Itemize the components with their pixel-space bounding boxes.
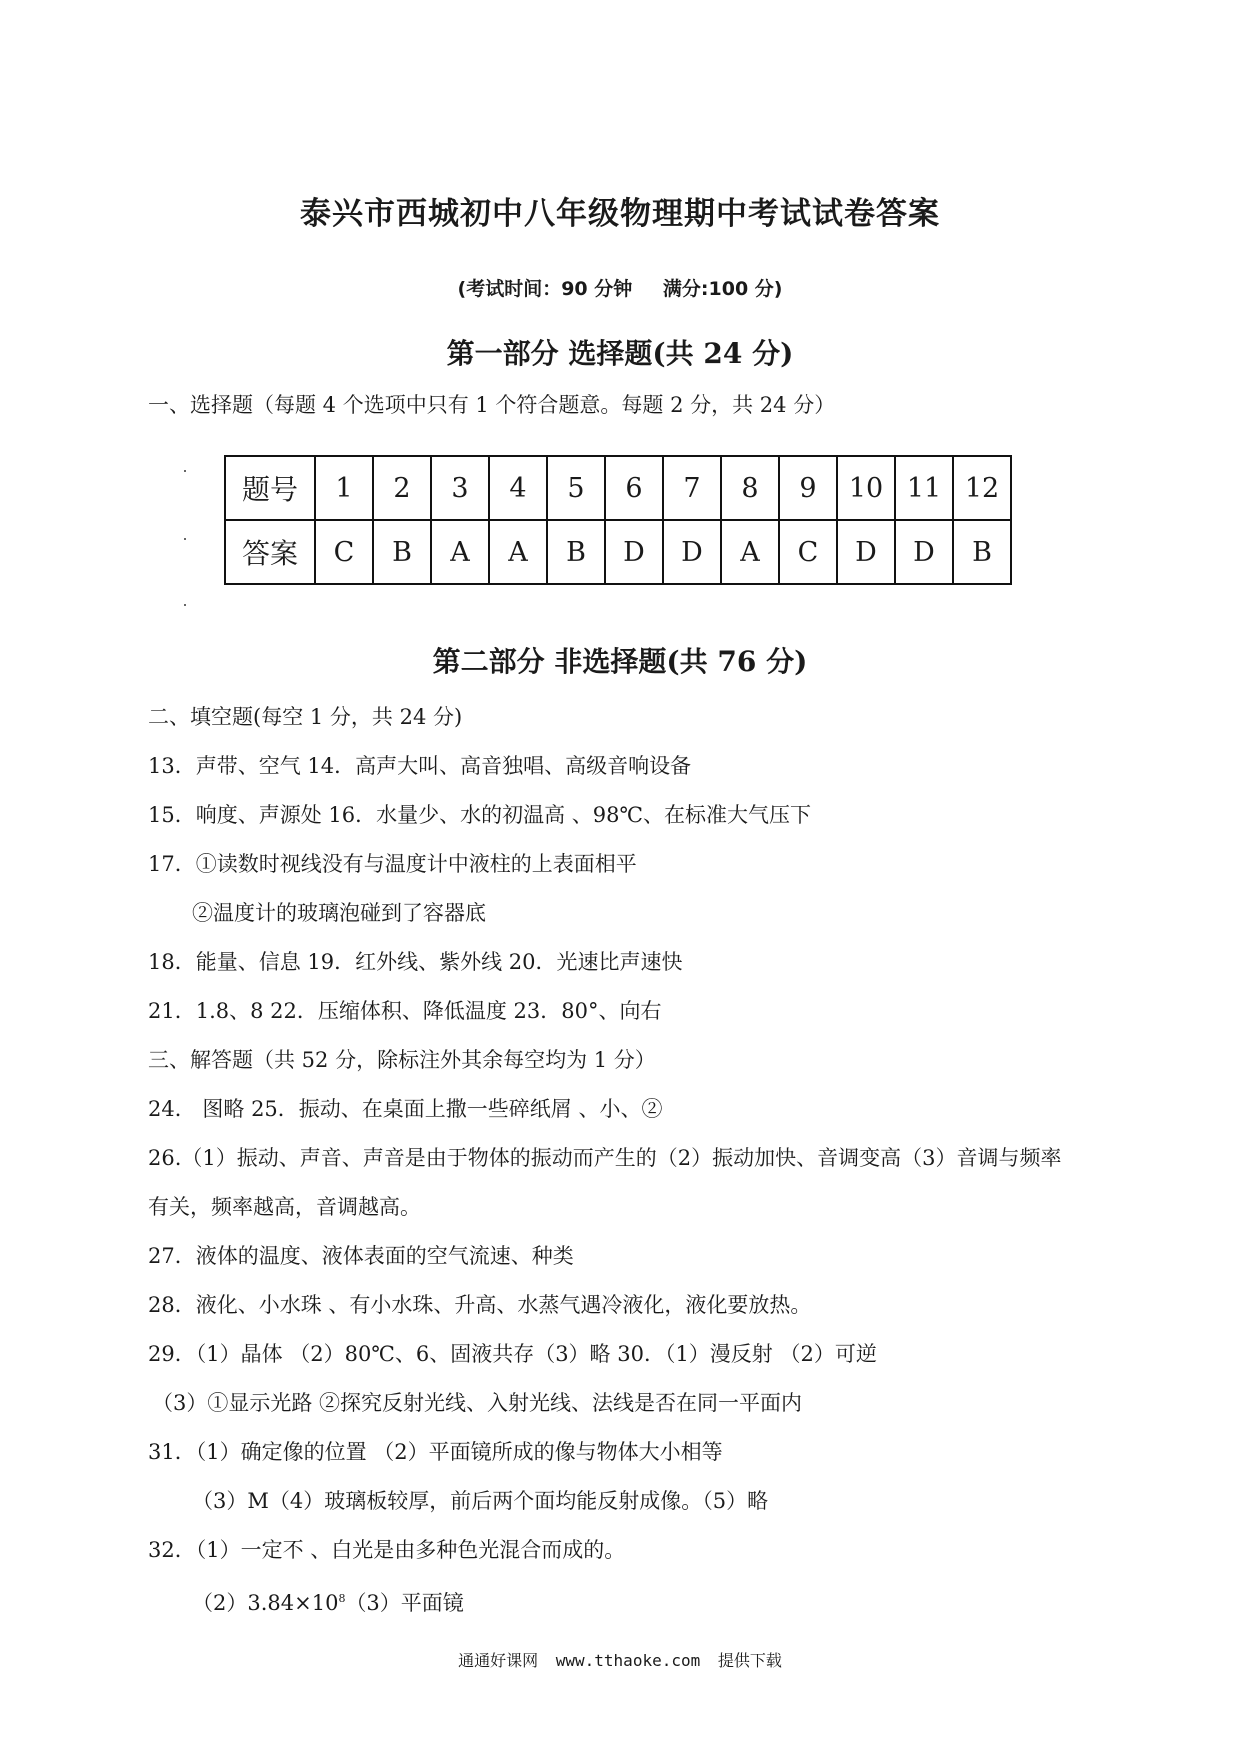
answer-line: （3）M（4）玻璃板较厚，前后两个面均能反射成像。（5）略 — [192, 1489, 769, 1513]
answer-cell: D — [663, 520, 721, 584]
answer-line: 29．（1）晶体 （2）80℃、6、固液共存（3）略 30．（1）漫反射 （2）可逆 — [148, 1342, 877, 1366]
part2-heading: 第二部分 非选择题(共 76 分) — [432, 645, 808, 678]
answer-cell: A — [489, 520, 547, 584]
answer-line: 17．①读数时视线没有与温度计中液柱的上表面相平 — [148, 852, 637, 876]
footer-note: 提供下载 — [717, 1651, 782, 1670]
question-number: 1 — [315, 456, 373, 520]
question-number: 10 — [837, 456, 895, 520]
answer-line-text: （2）3.84×10 — [192, 1591, 339, 1615]
answer-cell: B — [547, 520, 605, 584]
document-title: 泰兴市西城初中八年级物理期中考试试卷答案 — [300, 196, 940, 232]
answer-cell: D — [837, 520, 895, 584]
answer-cell: A — [431, 520, 489, 584]
question-number: 4 — [489, 456, 547, 520]
question-number: 8 — [721, 456, 779, 520]
answer-line: （3）①显示光路 ②探究反射光线、入射光线、法线是否在同一平面内 — [152, 1391, 803, 1415]
exam-score: 满分:100 分) — [662, 278, 783, 300]
question-number: 3 — [431, 456, 489, 520]
question-number: 11 — [895, 456, 953, 520]
answer-line: 28．液化、小水珠 、有小水珠、升高、水蒸气遇冷液化，液化要放热。 — [148, 1293, 812, 1317]
table-row — [225, 456, 1011, 520]
section-fill-blank-title: 二、填空题(每空 1 分，共 24 分) — [148, 705, 463, 729]
question-number: 2 — [373, 456, 431, 520]
row-label-number: 题号 — [225, 456, 315, 520]
question-number: 5 — [547, 456, 605, 520]
answer-cell: C — [779, 520, 837, 584]
footer-site: 通通好课网 — [458, 1651, 539, 1670]
answer-table — [224, 455, 1012, 585]
row-label-answer: 答案 — [225, 520, 315, 584]
question-number: 12 — [953, 456, 1011, 520]
answer-line: 15．响度、声源处 16．水量少、水的初温高 、98℃、在标准大气压下 — [148, 803, 812, 827]
answer-cell: D — [895, 520, 953, 584]
answer-cell: C — [315, 520, 373, 584]
answer-line: ②温度计的玻璃泡碰到了容器底 — [192, 901, 486, 925]
answer-cell: B — [373, 520, 431, 584]
answer-line: 32．（1）一定不 、白光是由多种色光混合而成的。 — [148, 1538, 626, 1562]
answer-line: 31．（1）确定像的位置 （2）平面镜所成的像与物体大小相等 — [148, 1440, 723, 1464]
exam-info — [0, 274, 1240, 301]
footer — [0, 1648, 1240, 1671]
answer-line: 13．声带、空气 14．高声大叫、高音独唱、高级音响设备 — [148, 754, 692, 778]
section-solve-title: 三、解答题（共 52 分，除标注外其余每空均为 1 分） — [148, 1048, 656, 1072]
answer-cell: B — [953, 520, 1011, 584]
answer-cell: A — [721, 520, 779, 584]
question-number: 9 — [779, 456, 837, 520]
part1-section-title: 一、选择题（每题 4 个选项中只有 1 个符合题意。每题 2 分，共 24 分） — [148, 393, 836, 417]
question-number: 6 — [605, 456, 663, 520]
exponent: 8 — [338, 1592, 346, 1605]
answer-line: 24． 图略 25．振动、在桌面上撒一些碎纸屑 、小、② — [148, 1097, 663, 1121]
answer-line: 18．能量、信息 19．红外线、紫外线 20．光速比声速快 — [148, 950, 683, 974]
answer-line — [192, 1584, 464, 1618]
table-row — [225, 520, 1011, 584]
answer-line: 有关，频率越高，音调越高。 — [148, 1195, 421, 1219]
answer-cell: D — [605, 520, 663, 584]
answer-line: 21．1.8、8 22．压缩体积、降低温度 23．80°、向右 — [148, 999, 662, 1023]
part1-heading: 第一部分 选择题(共 24 分) — [446, 337, 794, 370]
answer-line: 26.（1）振动、声音、声音是由于物体的振动而产生的（2）振动加快、音调变高（3）音调与频率 — [148, 1146, 1062, 1170]
exam-time: (考试时间：90 分钟 — [457, 278, 633, 300]
question-number: 7 — [663, 456, 721, 520]
answer-line-text: （3）平面镜 — [345, 1591, 464, 1615]
answer-line: 27．液体的温度、液体表面的空气流速、种类 — [148, 1244, 574, 1268]
footer-url: www.tthaoke.com — [555, 1651, 701, 1670]
